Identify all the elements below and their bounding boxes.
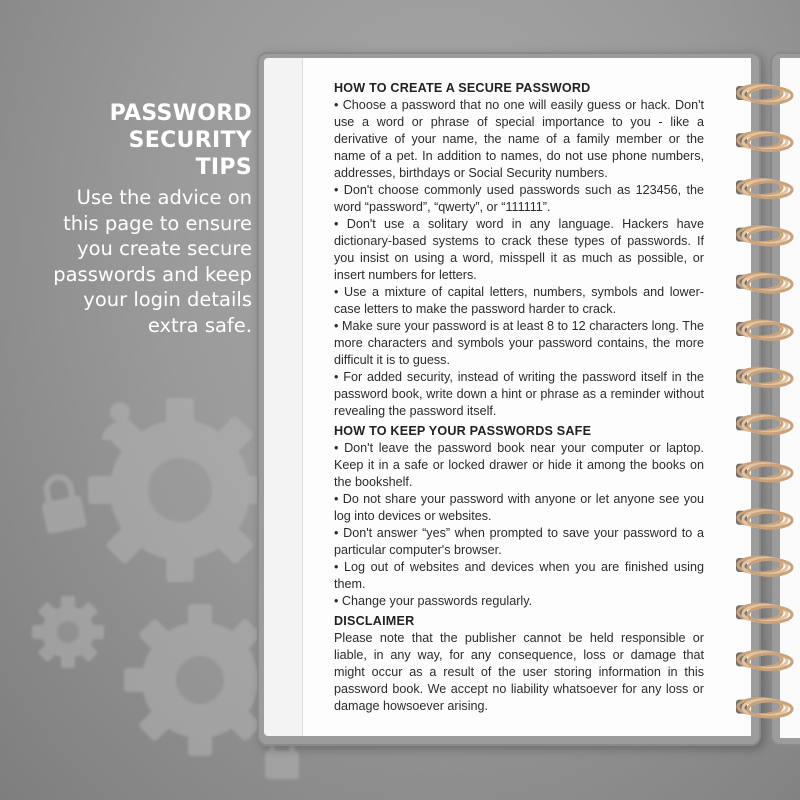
tip-item: • Log out of websites and devices when you are finished using them. — [334, 560, 704, 591]
tip-item: • Use a mixture of capital letters, numbers, symbols and lower-case letters to make the password harder to crack. — [334, 285, 704, 316]
promo-body-line: extra safe. — [147, 313, 252, 337]
promo-body-line: you create secure — [77, 237, 252, 260]
tip-item: • Don't leave the password book near your computer or laptop. Keep it in a safe or locked drawer or hide it among the books on the bookshelf. — [334, 441, 704, 489]
binding-ring — [736, 699, 792, 717]
binding-ring — [736, 227, 792, 245]
tip-item: • For added security, instead of writing the password itself in the password book, write down a hint or phrase as a reminder without revealing the password itself. — [334, 370, 704, 418]
tip-item: • Don't answer “yes” when prompted to save your password to a particular computer's browser. — [334, 526, 704, 557]
binding-ring — [736, 274, 792, 292]
tip-item: • Choose a password that no one will easily guess or hack. Don't use a word or phrase of special importance to you - like a derivative of your name, the name of a family member or the name of a pet. In addition to names, do not use phone numbers, addresses, birthdays or Social Security numbers. — [334, 98, 704, 180]
gear-icon — [32, 596, 104, 668]
promo-title-line: SECURITY — [128, 128, 252, 153]
section-heading-create-password: HOW TO CREATE A SECURE PASSWORD — [334, 81, 591, 95]
section-heading-disclaimer: DISCLAIMER — [334, 614, 415, 628]
padlock-icon — [37, 473, 87, 534]
binding-ring — [736, 415, 792, 433]
promo-description — [2, 185, 252, 338]
tip-item: • Change your passwords regularly. — [334, 594, 533, 608]
tip-item: • Make sure your password is at least 8 to 12 characters long. The more characters and symbols your password contains, the more difficult it is to guess. — [334, 319, 704, 367]
promo-body-line: Use the advice on — [76, 186, 252, 209]
promo-body-line: your login details — [83, 288, 252, 311]
binding-ring — [736, 85, 792, 103]
binding-ring — [736, 557, 792, 575]
binding-ring — [736, 463, 792, 481]
tip-item: • Don't use a solitary word in any language. Hackers have dictionary-based systems to crack these types of passwords. If you insist on using a word, misspell it as much as possible, or insert numbers for letters. — [334, 217, 704, 282]
binding-ring — [736, 321, 792, 339]
tip-item: • Don't choose commonly used passwords such as 123456, the word “password”, “qwerty”, or “111111”. — [334, 183, 704, 214]
promo-title — [52, 100, 252, 181]
promo-title-line: PASSWORD — [109, 101, 252, 126]
binding-ring — [736, 604, 792, 622]
section-heading-keep-safe: HOW TO KEEP YOUR PASSWORDS SAFE — [334, 424, 592, 438]
binding-ring — [736, 179, 792, 197]
user-icon — [102, 402, 138, 440]
promo-title-line: TIPS — [195, 155, 252, 180]
tip-item: • Do not share your password with anyone or let anyone see you log into devices or websites. — [334, 492, 704, 523]
spiral-binding-icon — [730, 70, 800, 750]
promo-text-block — [2, 100, 252, 338]
binding-ring — [736, 510, 792, 528]
binding-ring — [736, 368, 792, 386]
promo-body-line: passwords and keep — [53, 262, 252, 286]
gear-icon — [124, 604, 276, 756]
page-content — [334, 80, 704, 715]
disclaimer-text: Please note that the publisher cannot be held responsible or liable, in any way, for any consequence, loss or damage that might occur as a result of the user storing information in this password book. We accept no liability whatsoever for any loss or damage howsoever arising. — [334, 631, 704, 713]
binding-ring — [736, 651, 792, 669]
promo-body-line: this page to ensure — [63, 211, 252, 235]
binding-ring — [736, 132, 792, 150]
